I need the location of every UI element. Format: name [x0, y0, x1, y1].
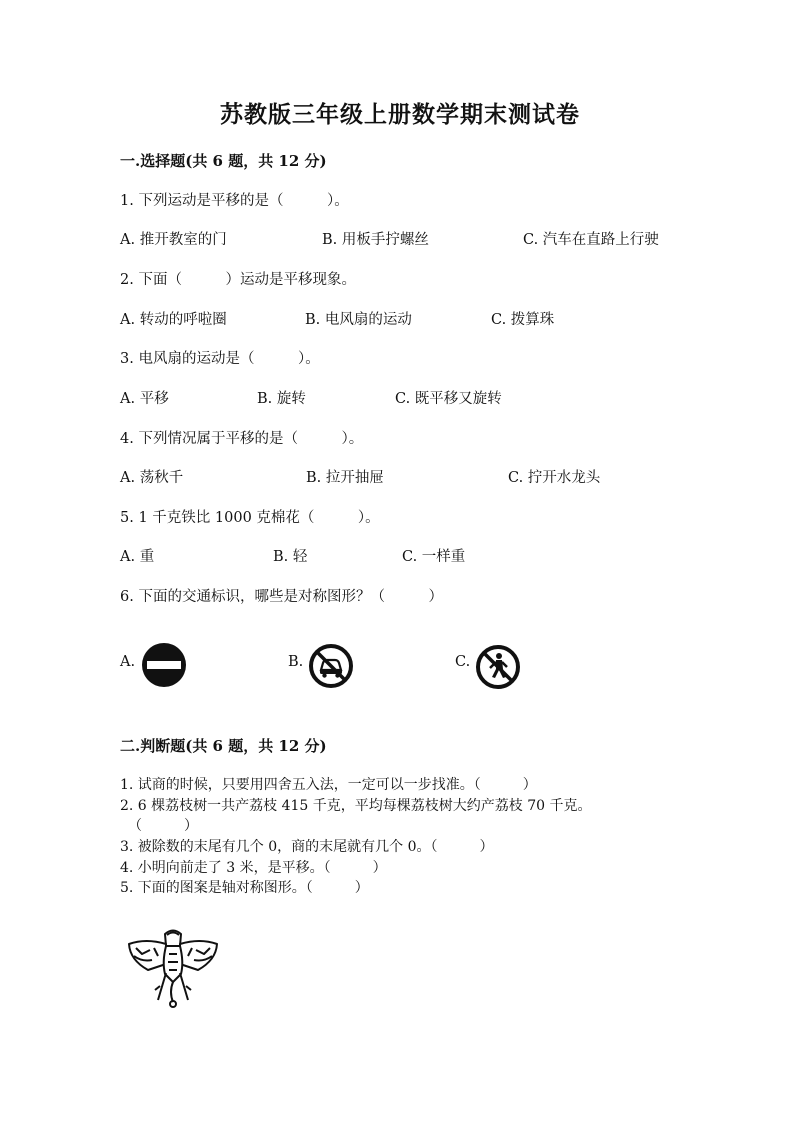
option-c: C. 拨算珠 [491, 312, 555, 328]
option-c: C. 一样重 [402, 549, 466, 565]
question-stem: 1. 下列运动是平移的是（ ）。 [120, 193, 349, 209]
section-heading-choice: 一.选择题(共 6 题，共 12 分) [120, 152, 327, 170]
question-stem: 4. 下列情况属于平移的是（ ）。 [120, 431, 364, 447]
question-stem: 5. 1 千克铁比 1000 克棉花（ ）。 [120, 510, 380, 526]
option-b: B. [288, 654, 304, 670]
kite-figure-icon [124, 926, 222, 1008]
option-a: A. 转动的呼啦圈 [120, 312, 227, 328]
option-a: A. 推开教室的门 [120, 232, 227, 248]
judgement-item: 2. 6 棵荔枝树一共产荔枝 415 千克，平均每棵荔枝树大约产荔枝 70 千克。 [120, 798, 592, 814]
option-c: C. 汽车在直路上行驶 [523, 232, 659, 248]
judgement-item: 3. 被除数的末尾有几个 0，商的末尾就有几个 0。（ ） [120, 839, 494, 855]
no-pedestrian-sign-icon [475, 644, 521, 690]
judgement-item-bracket: （ ） [128, 818, 198, 834]
judgement-item: 5. 下面的图案是轴对称图形。（ ） [120, 880, 369, 896]
option-b: B. 拉开抽屉 [306, 470, 384, 486]
section-heading-judgement: 二.判断题(共 6 题，共 12 分) [120, 737, 327, 755]
option-c: C. 拧开水龙头 [508, 470, 601, 486]
option-b: B. 电风扇的运动 [305, 312, 412, 328]
option-b: B. 用板手拧螺丝 [322, 232, 429, 248]
judgement-item: 1. 试商的时候，只要用四舍五入法，一定可以一步找准。（ ） [120, 777, 537, 793]
question-stem: 3. 电风扇的运动是（ ）。 [120, 351, 320, 367]
option-a: A. 重 [120, 549, 155, 565]
option-a: A. 荡秋千 [120, 470, 184, 486]
page-title: 苏教版三年级上册数学期末测试卷 [220, 101, 580, 128]
option-b: B. 轻 [273, 549, 308, 565]
option-c: C. [455, 654, 471, 670]
judgement-item: 4. 小明向前走了 3 米，是平移。（ ） [120, 860, 387, 876]
question-stem: 6. 下面的交通标识，哪些是对称图形？（ ） [120, 589, 443, 605]
option-a: A. 平移 [120, 391, 169, 407]
no-motor-vehicle-sign-icon [308, 643, 354, 689]
option-b: B. 旋转 [257, 391, 306, 407]
option-c: C. 既平移又旋转 [395, 391, 502, 407]
option-a: A. [120, 654, 136, 670]
no-entry-sign-icon [141, 642, 187, 688]
question-stem: 2. 下面（ ）运动是平移现象。 [120, 272, 356, 288]
